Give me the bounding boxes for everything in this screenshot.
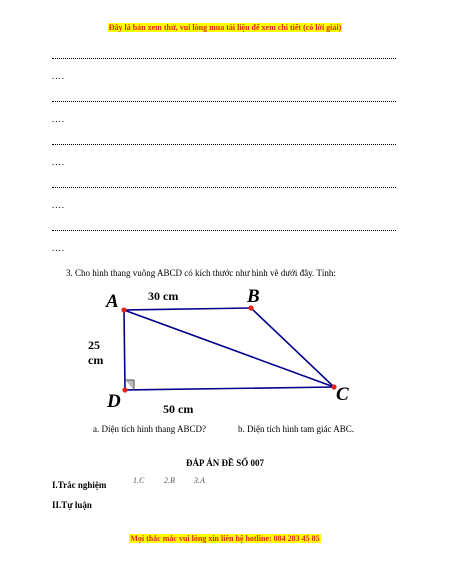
diagonal-ac [124, 310, 334, 387]
height-value-label: 25 [88, 338, 100, 352]
hotline-notice-text: Mọi thắc mắc vui lòng xin liên hệ hotline: 084 283 45 85 [130, 534, 320, 543]
answer-line-continuation: .... [52, 200, 65, 210]
top-length-label: 30 cm [148, 289, 179, 303]
point-a [121, 307, 126, 312]
edge-bc [251, 308, 334, 387]
preview-notice-text: Đây là bản xem thử, vui lòng mua tài liệu để xem chi tiết (có lời giải) [108, 23, 342, 32]
section-multiple-choice-heading: I.Trắc nghiệm [52, 480, 107, 490]
edge-cd [125, 387, 334, 390]
edge-da [124, 310, 125, 390]
question-3-part-b: b. Diện tích hình tam giác ABC. [238, 424, 354, 434]
answer-line-continuation: .... [52, 157, 65, 167]
mc-answer-3: 3.A [194, 476, 205, 485]
answer-line-continuation: .... [52, 71, 65, 81]
answer-key-title: ĐÁP ÁN ĐỀ SỐ 007 [185, 458, 264, 468]
question-3-prompt: 3. Cho hình thang vuông ABCD có kích thước như hình vẽ dưới đây. Tính: [66, 268, 336, 278]
vertex-label-a: A [106, 291, 119, 312]
bottom-length-label: 50 cm [163, 402, 194, 416]
vertex-label-d: D [107, 391, 121, 412]
answer-line-continuation: .... [52, 114, 65, 124]
section-essay-heading: II.Tự luận [52, 500, 92, 510]
point-d [122, 387, 127, 392]
vertex-label-b: B [247, 286, 260, 307]
hotline-notice-banner [0, 534, 450, 543]
question-3-part-a: a. Diện tích hình thang ABCD? [93, 424, 206, 434]
mc-answer-1: 1.C [133, 476, 145, 485]
edge-ab [124, 308, 251, 310]
answer-line-continuation: .... [52, 243, 65, 253]
trapezoid-edges [124, 308, 334, 390]
mc-answer-2: 2.B [164, 476, 175, 485]
vertex-label-c: C [336, 384, 349, 405]
height-unit-label: cm [88, 353, 104, 367]
